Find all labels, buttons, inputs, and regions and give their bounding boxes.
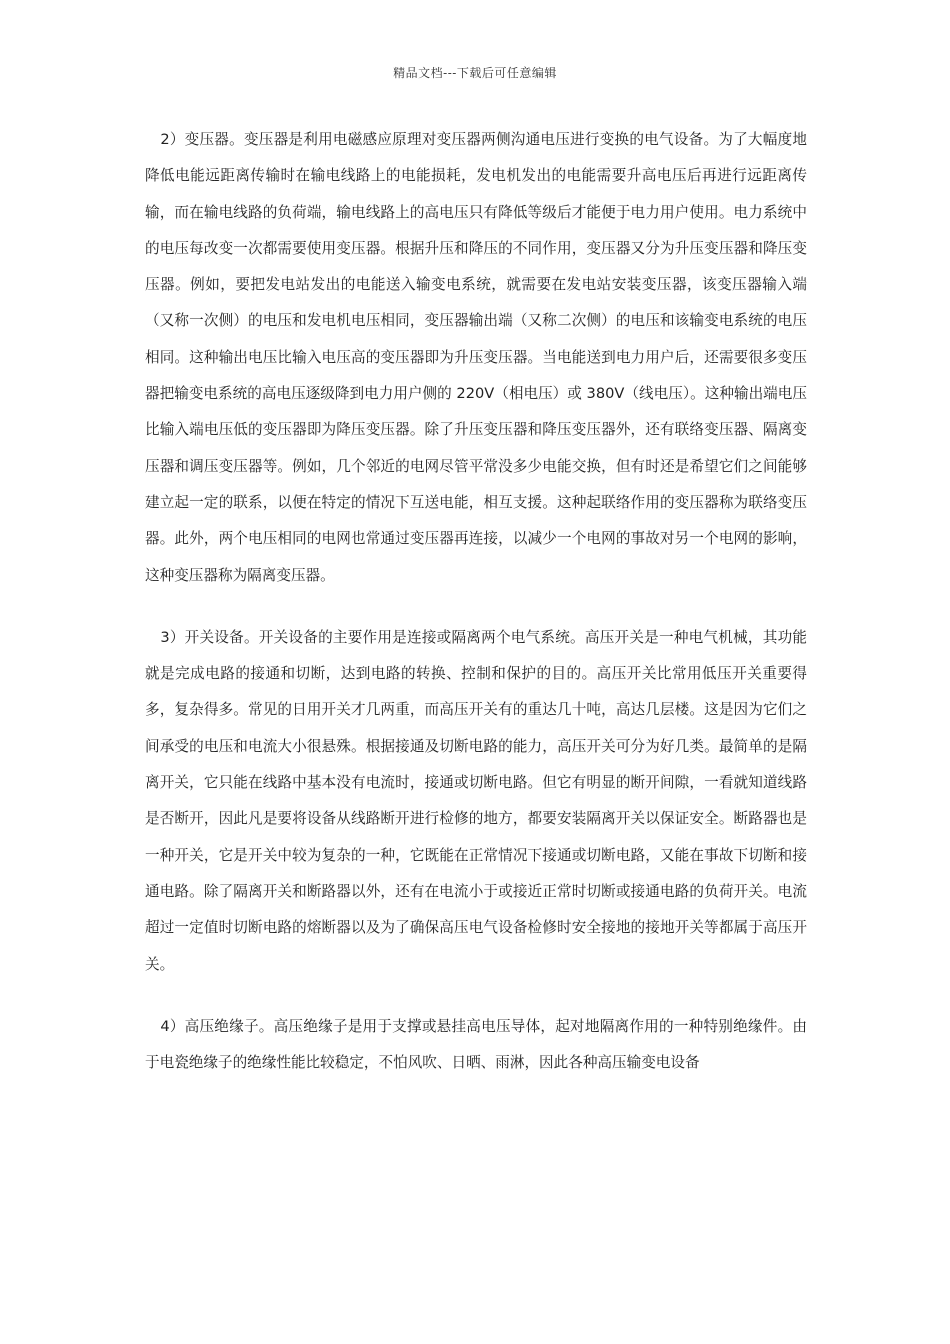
paragraph-switchgear: 3）开关设备。开关设备的主要作用是连接或隔离两个电气系统。高压开关是一种电气机械，其功能就是完成电路的接通和切断，达到电路的转换、控制和保护的目的。高压开关比常用低压开关重要得多，复杂得多。常见的日用开关才几两重，而高压开关有的重达几十吨，高达几层楼。这是因为它们之间承受的电压和电流大小很悬殊。根据接通及切断电路的能力，高压开关可分为好几类。最简单的是隔离开关，它只能在线路中基本没有电流时，接通或切断电路。但它有明显的断开间隙，一看就知道线路是否断开，因此凡是要将设备从线路断开进行检修的地方，都要安装隔离开关以保证安全。断路器也是一种开关，它是开关中较为复杂的一种，它既能在正常情况下接通或切断电路，又能在事故下切断和接通电路。除了隔离开关和断路器以外，还有在电流小于或接近正常时切断或接通电路的负荷开关。电流超过一定值时切断电路的熔断器以及为了确保高压电气设备检修时安全接地的接地开关等都属于高压开关。: [145, 628, 807, 973]
document-body: [145, 122, 807, 1107]
paragraph-transformer: 2）变压器。变压器是利用电磁感应原理对变压器两侧沟通电压进行变换的电气设备。为了大幅度地降低电能远距离传输时在输电线路上的电能损耗，发电机发出的电能需要升高电压后再进行远距离传输，而在输电线路的负荷端，输电线路上的高电压只有降低等级后才能便于电力用户使用。电力系统中的电压每改变一次都需要使用变压器。根据升压和降压的不同作用，变压器又分为升压变压器和降压变压器。例如，要把发电站发出的电能送入输变电系统，就需要在发电站安装变压器，该变压器输入端（又称一次侧）的电压和发电机电压相同，变压器输出端（又称二次侧）的电压和该输变电系统的电压相同。这种输出电压比输入电压高的变压器即为升压变压器。当电能送到电力用户后，还需要很多变压器把输变电系统的高电压逐级降到电力用户侧的 220V（相电压）或 380V（线电压）。这种输出端电压比输入端电压低的变压器即为降压变压器。除了升压变压器和降压变压器外，还有联络变压器、隔离变压器和调压变压器等。例如，几个邻近的电网尽管平常没多少电能交换，但有时还是希望它们之间能够建立起一定的联系，以便在特定的情况下互送电能，相互支援。这种起联络作用的变压器称为联络变压器。此外，两个电压相同的电网也常通过变压器再连接，以减少一个电网的事故对另一个电网的影响，这种变压器称为隔离变压器。: [145, 131, 807, 584]
paragraph-insulator: 4）高压绝缘子。高压绝缘子是用于支撑或悬挂高电压导体，起对地隔离作用的一种特别绝缘件。由于电瓷绝缘子的绝缘性能比较稳定，不怕风吹、日晒、雨淋，因此各种高压输变电设备: [145, 1017, 807, 1072]
page-header: 精品文档---下载后可任意编辑: [393, 66, 557, 80]
